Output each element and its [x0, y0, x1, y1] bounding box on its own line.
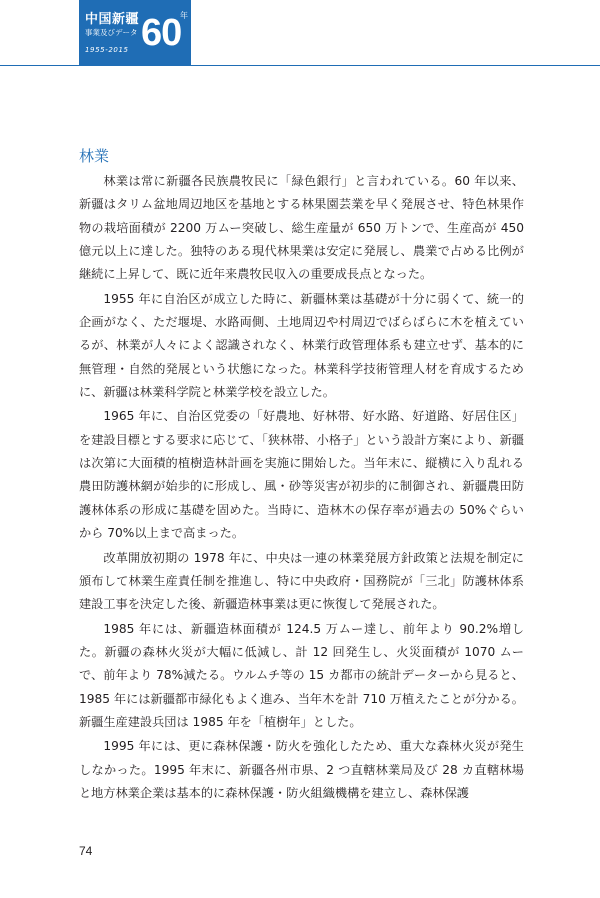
- book-badge: [79, 0, 191, 66]
- paragraph-4: 改革開放初期の 1978 年に、中央は一連の林業発展方針政策と法規を制定に頒布して林業生産責任制を推進し、特に中央政府・国務院が「三北」防護林体系建設工事を決定した後、新疆造林事業は更に恢復して発展された。: [79, 550, 524, 612]
- page-number: 74: [79, 844, 93, 858]
- section-heading: 林業: [79, 147, 110, 165]
- badge-year-suffix: 年: [180, 11, 188, 20]
- paragraph-3: 1965 年に、自治区党委の「好農地、好林帯、好水路、好道路、好居住区」を建設目標とする要求に応じて、「狭林帯、小格子」という設計方案により、新疆は次第に大面積的植樹造林計画を実施に開始した。当年末に、縦横に入り乱れる農田防護林網が始歩的に形成し、風・砂等災害が初歩的に制御され、新疆農田防護林体系の形成に基礎を固めた。当時に、造林木の保存率が過去の 50%ぐらいから 70%以上まで高まった。: [79, 409, 524, 541]
- badge-title: 中国新疆: [85, 12, 140, 27]
- paragraph-2: 1955 年に自治区が成立した時に、新疆林業は基礎が十分に弱くて、統一的企画がなく、ただ堰堤、水路両側、土地周辺や村周辺でばらばらに木を植えているが、林業が人々によく認識されなく、林業行政管理体系も建立せず、基本的に無管理・自然的発展という状態になった。林業科学技術管理人材を育成するために、新疆は林業科学院と林業学校を設立した。: [79, 291, 524, 400]
- badge-subtitle: 事業及びデータ: [85, 28, 138, 37]
- paragraph-1: 林業は常に新疆各民族農牧民に「緑色銀行」と言われている。60 年以来、新疆はタリム盆地周辺地区を基地とする林果園芸業を早く発展させ、特色林果作物の栽培面積が 2200 万ムー突破し、総生産量が 650 万トンで、生産高が 450 億元以上に達した。独特のある現代林果業は安定に発展し、農業で占める比例が継続に上昇して、既に近年来農牧民収入の重要成長点となった。: [79, 174, 524, 282]
- badge-anniversary-number: 60: [141, 12, 182, 54]
- paragraph-5: 1985 年には、新疆造林面積が 124.5 万ムー達し、前年より 90.2%増した。新疆の森林火災が大幅に低減し、計 12 回発生し、火災面積が 1070 ムーで、前年より 78%減たる。ウルムチ等の 15 カ都市の統計データーから見ると、1985 年には新疆都市緑化もよく進み、当年木を計 710 万植えたことが分かる。新疆生産建設兵団は 1985 年を「植樹年」とした。: [79, 621, 524, 729]
- badge-years: 1955-2015: [85, 46, 129, 54]
- paragraph-6: 1995 年には、更に森林保護・防火を強化したため、重大な森林火災が発生しなかった。1995 年末に、新疆各州市県、2 つ直轄林業局及び 28 カ直轄林場と地方林業企業は基本的に森林保護・防火組織機構を建立し、森林保護: [79, 739, 524, 800]
- body-text: [79, 170, 524, 805]
